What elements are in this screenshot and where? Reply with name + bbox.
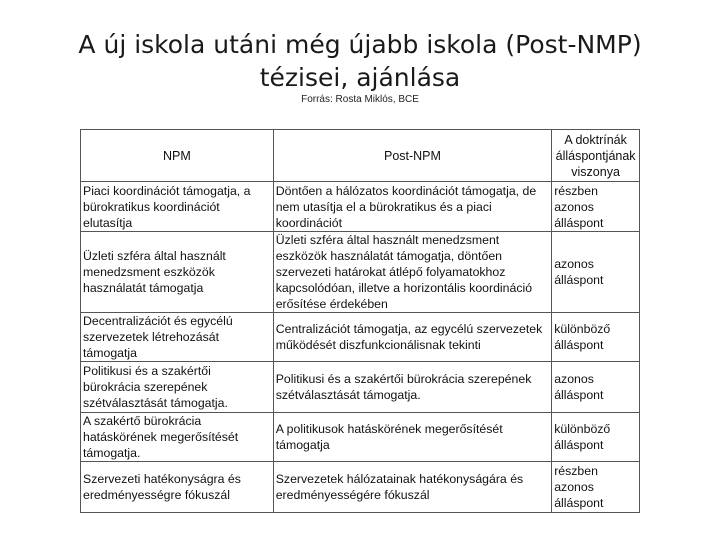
cell-stance: azonos álláspont xyxy=(552,232,640,313)
table-row xyxy=(81,462,640,513)
header-npm: NPM xyxy=(81,130,274,182)
cell-stance: különböző álláspont xyxy=(552,313,640,362)
slide-title-line-1: A új iskola utáni még újabb iskola (Post-NMP) xyxy=(78,30,642,59)
slide-title-line-2: tézisei, ajánlása xyxy=(259,63,461,92)
table-row xyxy=(81,232,640,313)
slide-title xyxy=(0,28,720,94)
source-caption: Forrás: Rosta Miklós, BCE xyxy=(301,94,419,105)
cell-stance: részben azonos álláspont xyxy=(552,182,640,232)
table-row xyxy=(81,313,640,362)
cell-npm: A szakértő bürokrácia hatáskörének megerősítését támogatja. xyxy=(81,413,274,462)
cell-npm: Piaci koordinációt támogatja, a bürokratikus koordinációt elutasítja xyxy=(81,182,274,232)
cell-post-npm: Üzleti szféra által használt menedzsment eszközök használatát támogatja, döntően szervezeti határokat átlépő folyamatokhoz kapcsolódóan, illetve a horizontális koordináció erősítése érdekében xyxy=(273,232,551,313)
table-row xyxy=(81,182,640,232)
cell-npm: Politikusi és a szakértői bürokrácia szerepének szétválasztását támogatja. xyxy=(81,362,274,413)
cell-post-npm: Centralizációt támogatja, az egycélú szervezetek működését diszfunkcionálisnak tekinti xyxy=(273,313,551,362)
table-row xyxy=(81,413,640,462)
table-row xyxy=(81,362,640,413)
table-header-row xyxy=(81,130,640,182)
cell-stance: azonos álláspont xyxy=(552,362,640,413)
cell-stance: különböző álláspont xyxy=(552,413,640,462)
cell-npm: Decentralizációt és egycélú szervezetek létrehozását támogatja xyxy=(81,313,274,362)
cell-post-npm: Szervezetek hálózatainak hatékonyságára és eredményességére fókuszál xyxy=(273,462,551,513)
cell-npm: Üzleti szféra által használt menedzsment eszközök használatát támogatja xyxy=(81,232,274,313)
cell-post-npm: A politikusok hatáskörének megerősítését támogatja xyxy=(273,413,551,462)
cell-stance: részben azonos álláspont xyxy=(552,462,640,513)
header-post-npm: Post-NPM xyxy=(273,130,551,182)
cell-npm: Szervezeti hatékonyságra és eredményességre fókuszál xyxy=(81,462,274,513)
comparison-table xyxy=(80,129,640,513)
header-stance: A doktrínák álláspontjának viszonya xyxy=(552,130,640,182)
cell-post-npm: Politikusi és a szakértői bürokrácia szerepének szétválasztását támogatja. xyxy=(273,362,551,413)
cell-post-npm: Döntően a hálózatos koordinációt támogatja, de nem utasítja el a bürokratikus és a piaci koordinációt xyxy=(273,182,551,232)
